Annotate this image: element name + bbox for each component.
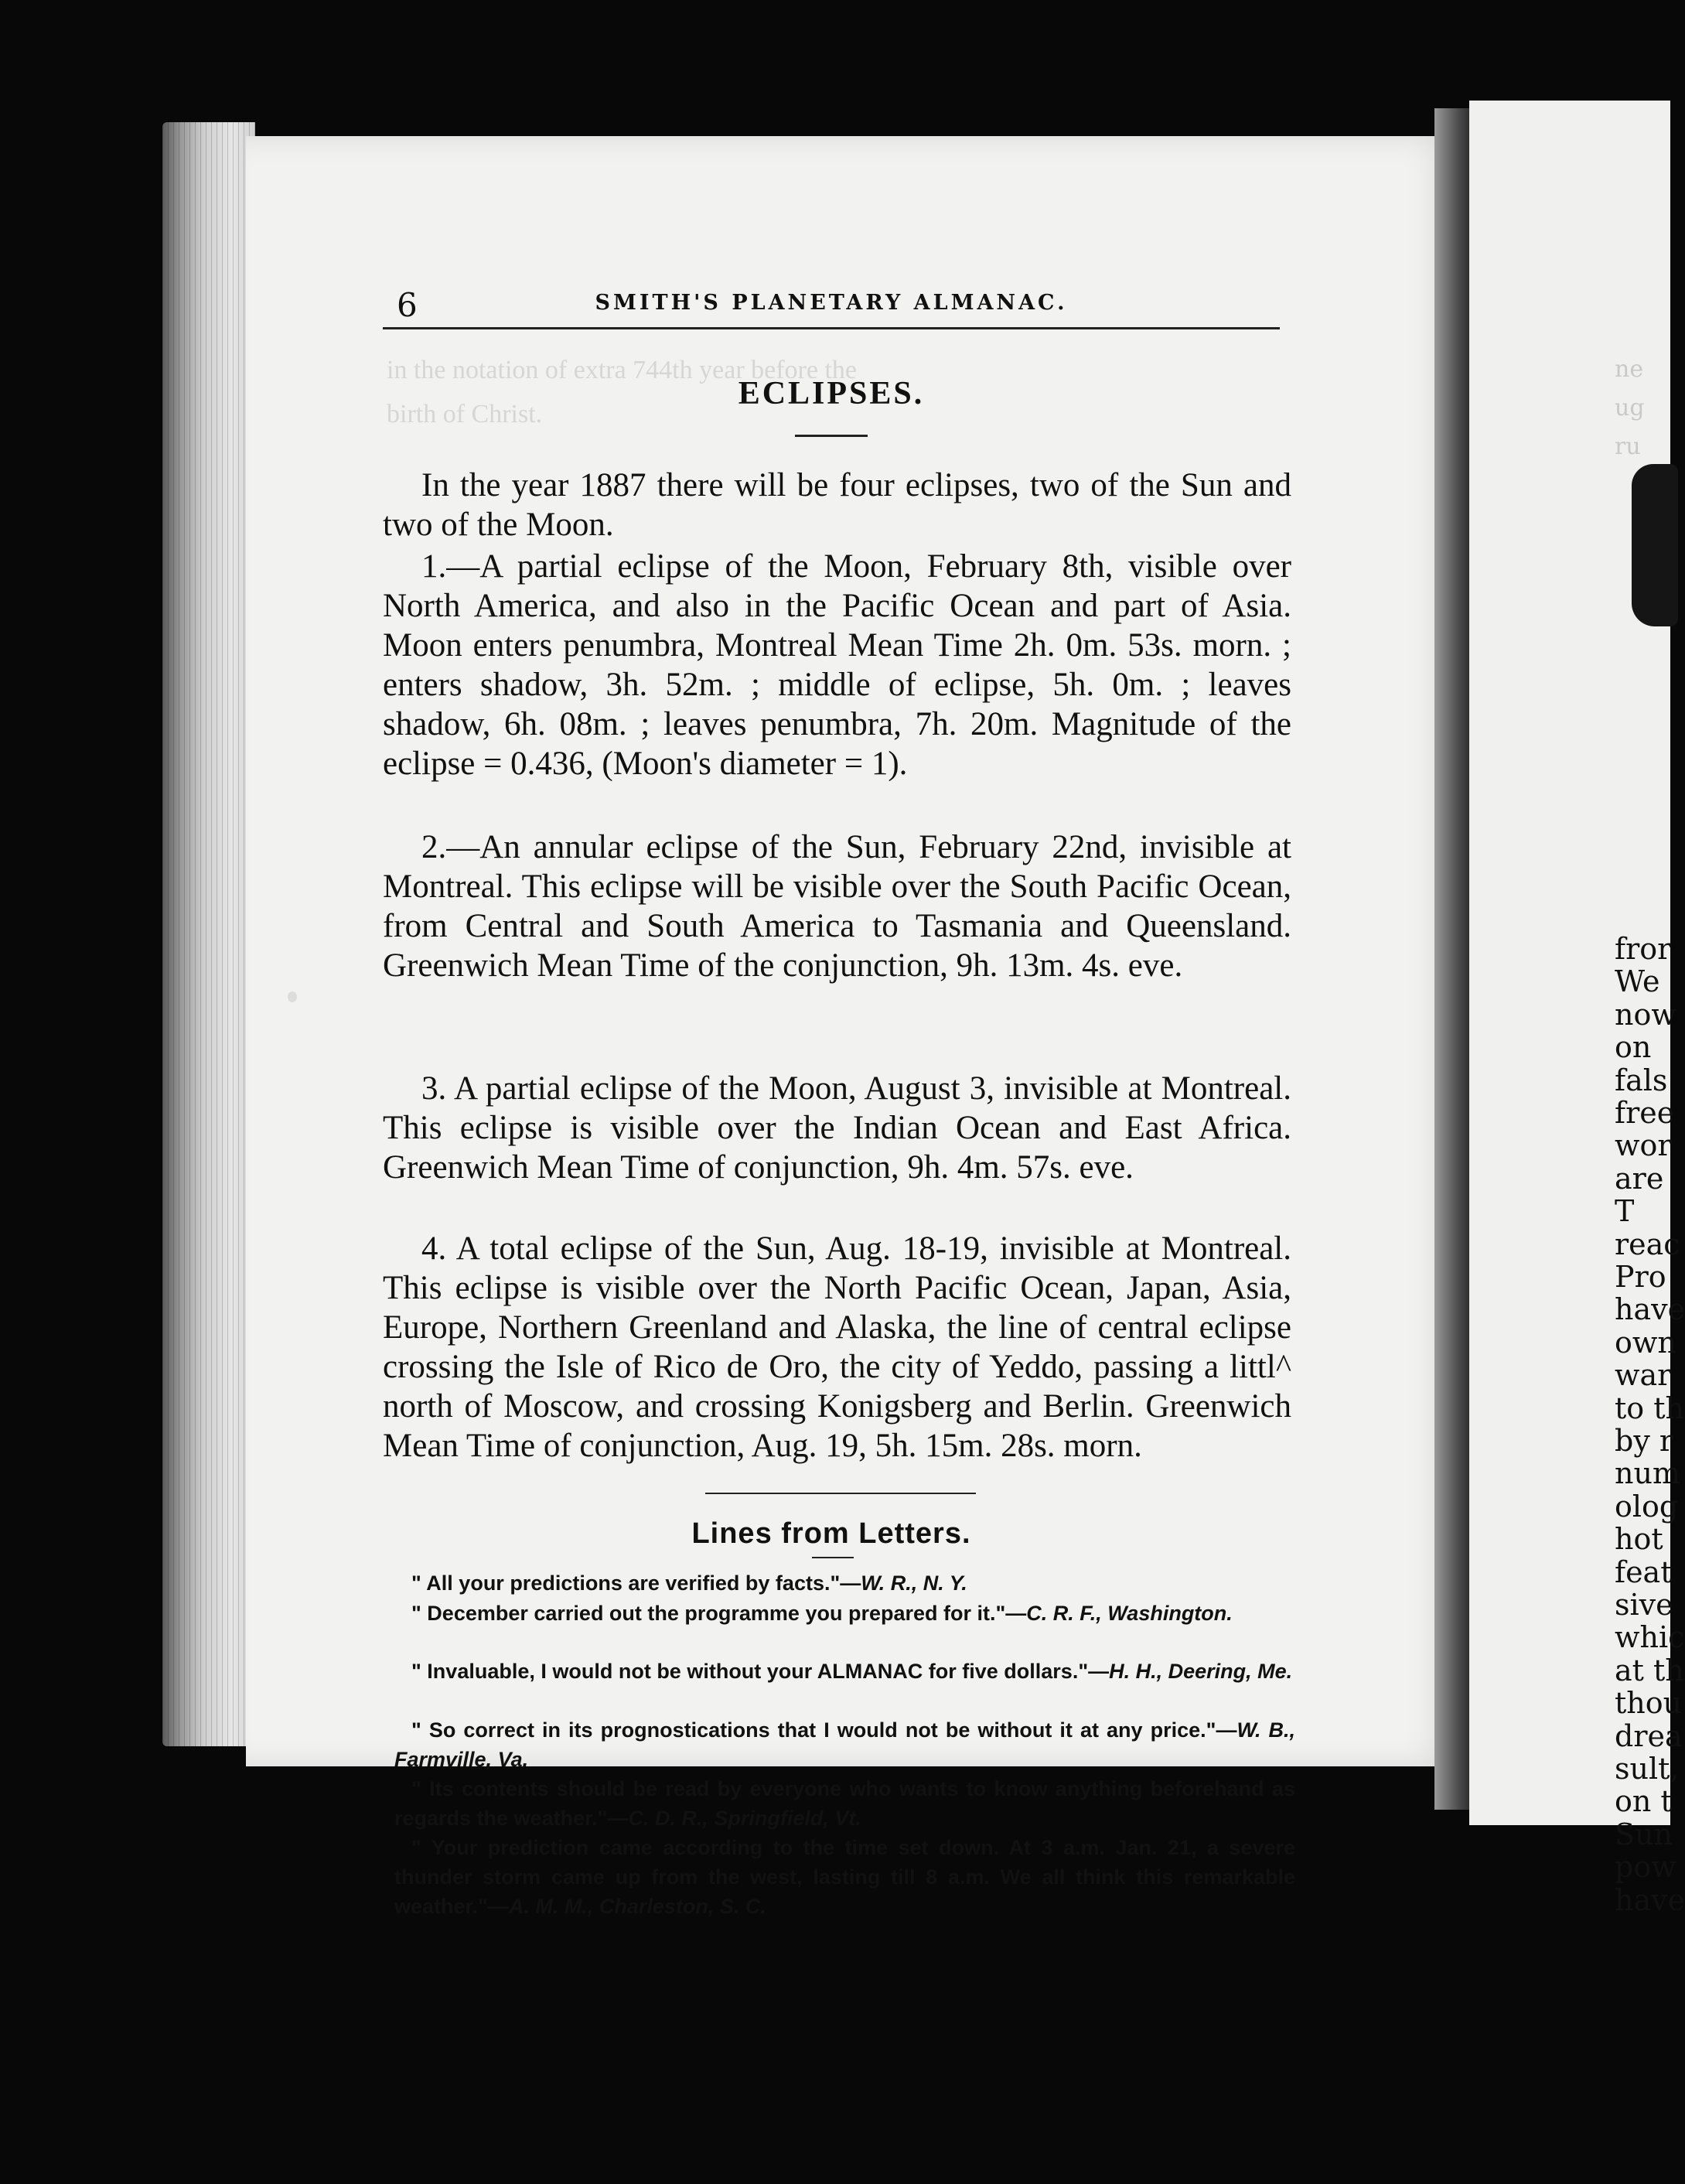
letter-quote-4: " So correct in its prognostications that I would not be without it at any price."—W. B., Farmville, Va. [394, 1718, 1296, 1771]
facing-page-fragment: hot [1615, 1522, 1663, 1557]
facing-page-fragment: on [1615, 1030, 1652, 1065]
title-rule [795, 435, 868, 437]
facing-page-fragment: fals [1615, 1063, 1668, 1097]
facing-page-fragment: whic [1615, 1620, 1685, 1655]
facing-page-fragment: wor [1615, 1128, 1672, 1163]
facing-page-fragment: thou [1615, 1686, 1683, 1721]
running-title: SMITH'S PLANETARY ALMANAC. [595, 291, 1068, 315]
bleed-through: in the notation of extra 744th year before the [387, 356, 857, 384]
facing-page-fragment: on t [1615, 1784, 1673, 1819]
margin-smudge [288, 991, 297, 1002]
letter-quote-5: " Its contents should be read by everyone who wants to know anything beforehand as regards the weather."—C. D. R., Springfield, Vt. [394, 1777, 1295, 1830]
facing-page-fragment: to th [1615, 1391, 1684, 1425]
facing-page-ghost: ug [1615, 394, 1645, 421]
book-page-edges [162, 122, 255, 1746]
facing-page-fragment: reac [1615, 1227, 1680, 1261]
eclipses-intro: In the year 1887 there will be four eclipses, two of the Sun and two of the Moon. [383, 467, 1291, 543]
letter-quote-2: " December carried out the programme you prepared for it."—C. R. F., Washington. [411, 1602, 1233, 1625]
facing-page-fragment: T [1615, 1194, 1635, 1229]
facing-page-ornament [1632, 464, 1678, 626]
facing-page-fragment: fror [1615, 932, 1672, 966]
facing-page-fragment: are [1615, 1161, 1664, 1196]
facing-page-fragment: Pro [1615, 1260, 1666, 1294]
facing-page-fragment: feat [1615, 1554, 1673, 1589]
eclipse-item-4: 4. A total eclipse of the Sun, Aug. 18-19, invisible at Montreal. This eclipse is visible over the North Pacific Ocean, Japan, Asia, Europe, Northern Greenland and Alaska, the line of central eclipse crossing the Isle of Rico de Oro, the city of Yeddo, passing a littl^ north of Moscow, and crossing Konigsberg and Berlin. Greenwich Mean Time of conjunction, Aug. 19, 5h. 15m. 28s. morn. [383, 1230, 1291, 1464]
section-title-letters: Lines from Letters. [691, 1517, 971, 1550]
eclipse-item-3: 3. A partial eclipse of the Moon, August 3, invisible at Montreal. This eclipse is visible over the Indian Ocean and East Africa. Greenwich Mean Time of conjunction, 9h. 4m. 57s. eve. [383, 1070, 1291, 1186]
bleed-through: birth of Christ. [387, 400, 543, 428]
facing-page-fragment: We [1615, 964, 1660, 999]
eclipse-item-1: 1.—A partial eclipse of the Moon, February 8th, visible over North America, and also in the Pacific Ocean and part of Asia. Moon enters penumbra, Montreal Mean Time 2h. 0m. 53s. morn. ; enters shadow, 3h. 52m. ; middle of eclipse, 5h. 0m. ; leaves shadow, 6h. 08m. ; leaves penumbra, 7h. 20m. Magnitude of the eclipse = 0.436, (Moon's diameter = 1). [383, 548, 1291, 782]
facing-page-fragment: at th [1615, 1653, 1684, 1687]
facing-page-fragment: sult, [1615, 1752, 1680, 1786]
facing-page-fragment: sive [1615, 1588, 1673, 1622]
facing-page-fragment: own [1615, 1325, 1676, 1360]
page-number: 6 [397, 286, 418, 324]
facing-page-fragment: have [1615, 1292, 1685, 1327]
section-divider [705, 1493, 976, 1494]
facing-page-fragment: free [1615, 1096, 1675, 1130]
title-rule [812, 1557, 854, 1558]
facing-page-ghost: ne [1615, 356, 1644, 383]
facing-page-fragment: Sun [1615, 1817, 1673, 1851]
facing-page-ghost: ru [1615, 433, 1641, 460]
facing-page-fragment: war [1615, 1358, 1672, 1393]
eclipse-item-2: 2.—An annular eclipse of the Sun, February 22nd, invisible at Montreal. This eclipse will be visible over the South Pacific Ocean, from Central and South America to Tasmania and Queensland. Greenwich Mean Time of the conjunction, 9h. 13m. 4s. eve. [383, 829, 1291, 984]
letter-quote-6: " Your prediction came according to the time set down. At 3 a.m. Jan. 21, a severe thunder storm came up from the west, lasting till 8 a.m. We all think this remarkable weather."—A. M. M., Charleston, S. C. [394, 1836, 1295, 1918]
letter-quote-1: " All your predictions are verified by facts."—W. R., N. Y. [411, 1571, 967, 1595]
facing-page-fragment: num [1615, 1456, 1680, 1491]
letter-quote-3: " Invaluable, I would not be without your ALMANAC for five dollars."—H. H., Deering, Me. [411, 1660, 1293, 1683]
running-header [383, 286, 1280, 325]
facing-page-fragment: olog [1615, 1489, 1679, 1524]
section-title-eclipses: ECLIPSES. [738, 376, 925, 411]
facing-page-fragment: have [1615, 1882, 1685, 1917]
facing-page-fragment: drea [1615, 1718, 1683, 1753]
facing-page-fragment: now [1615, 997, 1676, 1032]
facing-page-fragment: pow [1615, 1850, 1676, 1885]
facing-page-fragment: by r [1615, 1424, 1674, 1458]
header-rule [383, 327, 1280, 329]
